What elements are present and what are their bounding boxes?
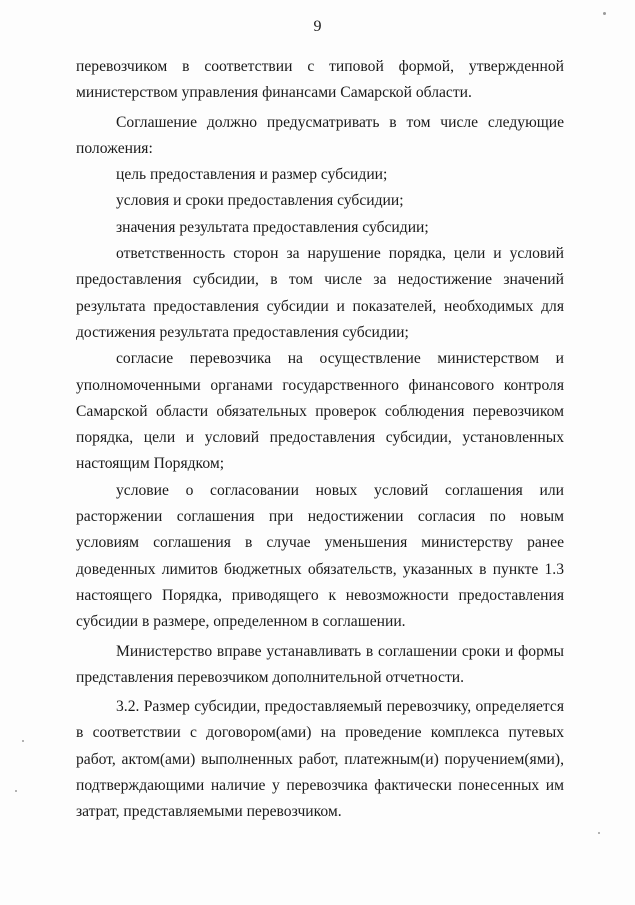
paragraph-consent: согласие перевозчика на осуществление министерством и уполномоченными органами государственного финансового контроля Самарской области обязательных проверок соблюдения перевозчиком порядка, цели и условий предоставления субсидии, установленных настоящим Порядком;	[76, 350, 564, 473]
paragraph-continuation: перевозчиком в соответствии с типовой формой, утвержденной министерством управления финансами Самарской области.	[76, 58, 564, 102]
paragraph-result-values: значения результата предоставления субсидии;	[116, 218, 429, 236]
scan-speck	[15, 790, 17, 792]
paragraph-condition: условие о согласовании новых условий соглашения или расторжении соглашения при недостижении согласия по новым условиям соглашения в случае уменьшения министерству ранее доведенных лимитов бюджетных обязательств, указанных в пункте 1.3 настоящего Порядка, приводящего к невозможности предоставления субсидии в размере, определенном в соглашении.	[76, 481, 564, 631]
paragraph-responsibility: ответственность сторон за нарушение порядка, цели и условий предоставления субсидии, в том числе за недостижение значений результата предоставления субсидии и показателей, необходимых для достижения результата предоставления субсидии;	[76, 245, 564, 341]
paragraph-purpose: цель предоставления и размер субсидии;	[116, 166, 388, 184]
paragraph-terms: условия и сроки предоставления субсидии;	[116, 192, 404, 210]
scan-speck	[22, 740, 24, 742]
document-body	[76, 54, 564, 826]
paragraph-reporting: Министерство вправе устанавливать в соглашении сроки и формы представления перевозчиком дополнительной отчетности.	[76, 642, 564, 686]
paragraph-section-3-2: 3.2. Размер субсидии, предоставляемый перевозчику, определяется в соответствии с договором(ами) на проведение комплекса путевых работ, актом(ами) выполненных работ, платежным(и) поручением(ями), подтверждающими наличие у перевозчика фактически понесенных им затрат, представляемыми перевозчиком.	[76, 698, 564, 821]
paragraph-agreement-intro: Соглашение должно предусматривать в том числе следующие положения:	[76, 113, 564, 157]
scan-speck	[603, 12, 606, 15]
page-number: 9	[313, 18, 322, 35]
scan-speck	[598, 832, 600, 834]
